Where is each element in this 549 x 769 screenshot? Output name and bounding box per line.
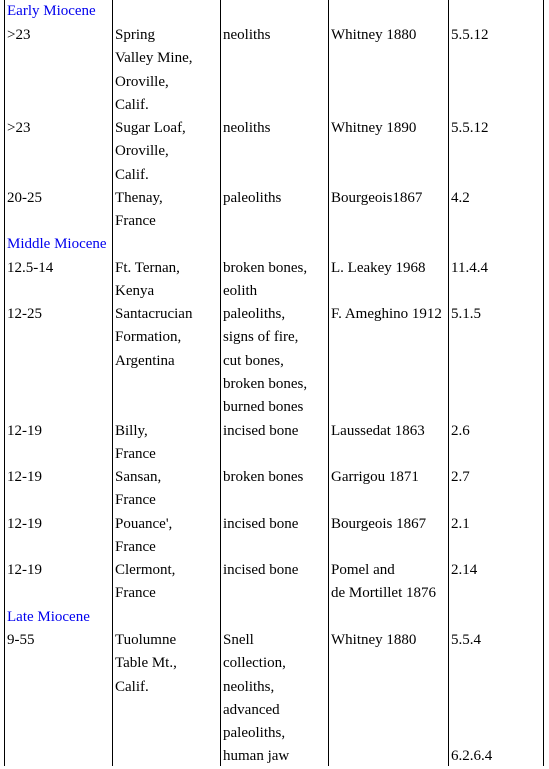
section-cell (451, 420, 470, 443)
objects-line: broken bones, (223, 375, 308, 392)
objects-line: incised bone (223, 423, 299, 439)
period-heading-late-miocene: Late Miocene (7, 609, 90, 625)
reference-cell (331, 559, 436, 606)
objects-line: human jaw (223, 748, 290, 765)
objects-line: broken bones, (223, 260, 308, 276)
section-line: 11.4.4 (451, 260, 488, 276)
section-line (451, 652, 492, 675)
objects-cell (223, 117, 271, 140)
reference-line: L. Leakey 1968 (331, 260, 426, 276)
reference-line: de Mortillet 1876 (331, 585, 436, 602)
reference-cell (331, 257, 426, 280)
reference-line: Whitney 1880 (331, 632, 417, 648)
section-line (451, 676, 492, 699)
reference-cell (331, 117, 416, 140)
section-line (451, 699, 492, 722)
site-line: Tuolumne (115, 632, 177, 648)
site-line: Kenya (115, 283, 155, 300)
objects-cell (223, 257, 307, 304)
site-cell (115, 466, 161, 513)
objects-line: Snell (223, 632, 254, 648)
site-line: Calif. (115, 678, 149, 695)
section-cell (451, 303, 481, 326)
reference-line: Bourgeois1867 (331, 190, 423, 206)
objects-line: paleoliths (223, 190, 282, 206)
reference-cell (331, 466, 419, 489)
site-line: Clermont, (115, 562, 176, 578)
site-cell (115, 303, 192, 373)
objects-cell (223, 187, 281, 210)
site-line: Argentina (115, 352, 175, 369)
section-line (451, 722, 492, 745)
objects-cell (223, 559, 298, 582)
section-line: 2.6 (451, 423, 470, 439)
section-line: 2.1 (451, 516, 470, 532)
age-cell: 20-25 (7, 190, 42, 206)
table-rule-right (543, 0, 544, 766)
age-cell: >23 (7, 120, 31, 136)
section-cell (451, 513, 470, 536)
section-cell (451, 629, 492, 769)
objects-line: broken bones (223, 469, 304, 485)
reference-cell (331, 513, 426, 536)
site-line: France (115, 492, 156, 509)
section-line: 4.2 (451, 190, 470, 206)
reference-cell (331, 24, 416, 47)
site-line: France (115, 213, 156, 230)
age-cell: 12-19 (7, 469, 42, 485)
site-cell (115, 187, 163, 234)
section-line: 2.14 (451, 562, 478, 578)
reference-line: Laussedat 1863 (331, 423, 425, 439)
objects-line: incised bone (223, 516, 299, 532)
objects-cell (223, 24, 271, 47)
section-cell (451, 187, 470, 210)
site-line: Sugar Loaf, (115, 120, 186, 136)
period-heading-early-miocene: Early Miocene (7, 3, 96, 19)
site-line: Calif. (115, 96, 149, 113)
objects-line: neoliths, (223, 678, 275, 695)
objects-line: incised bone (223, 562, 299, 578)
table-rule-reference (328, 0, 329, 766)
period-heading-middle-miocene: Middle Miocene (7, 236, 107, 252)
section-cell (451, 257, 488, 280)
site-line: Oroville, (115, 73, 169, 90)
objects-line: advanced (223, 701, 280, 718)
section-line: 6.2.6.4 (451, 748, 493, 765)
site-line: France (115, 446, 156, 463)
site-line: Formation, (115, 329, 182, 346)
section-line: 5.5.4 (451, 632, 481, 648)
site-line: France (115, 585, 156, 602)
objects-cell (223, 466, 303, 489)
site-line: Santacrucian (115, 306, 193, 322)
table-rule-section (448, 0, 449, 766)
objects-line: eolith (223, 283, 258, 300)
objects-line: collection, (223, 655, 286, 672)
reference-line: Whitney 1880 (331, 27, 417, 43)
age-cell: 12-25 (7, 306, 42, 322)
objects-line: neoliths (223, 120, 271, 136)
site-cell (115, 420, 156, 467)
objects-cell (223, 629, 289, 769)
reference-line: Garrigou 1871 (331, 469, 419, 485)
section-cell (451, 24, 489, 47)
reference-cell (331, 303, 442, 326)
reference-line: Bourgeois 1867 (331, 516, 427, 532)
age-cell: 12-19 (7, 423, 42, 439)
site-line: Billy, (115, 423, 148, 439)
reference-line: F. Ameghino 1912 (331, 306, 442, 322)
site-line: Valley Mine, (115, 50, 193, 67)
reference-line: Whitney 1890 (331, 120, 417, 136)
age-cell: 9-55 (7, 632, 35, 648)
objects-cell (223, 303, 307, 419)
site-line: France (115, 539, 156, 556)
reference-cell (331, 187, 422, 210)
site-line: Sansan, (115, 469, 162, 485)
site-line: Spring (115, 27, 156, 43)
section-cell (451, 559, 477, 582)
site-cell (115, 24, 192, 117)
table-rule-objects (220, 0, 221, 766)
reference-cell (331, 420, 425, 443)
site-line: Calif. (115, 166, 149, 183)
site-cell (115, 629, 177, 699)
site-line: Oroville, (115, 143, 169, 160)
site-cell (115, 513, 172, 560)
section-line: 5.5.12 (451, 120, 489, 136)
age-cell: >23 (7, 27, 31, 43)
site-line: Table Mt., (115, 655, 177, 672)
section-line: 5.5.12 (451, 27, 489, 43)
age-cell: 12-19 (7, 562, 42, 578)
age-cell: 12-19 (7, 516, 42, 532)
site-line: Ft. Ternan, (115, 260, 180, 276)
reference-line: Pomel and (331, 562, 395, 578)
section-line: 5.1.5 (451, 306, 481, 322)
table-rule-left (4, 0, 5, 766)
site-line: Thenay, (115, 190, 163, 206)
site-cell (115, 257, 180, 304)
objects-cell (223, 513, 298, 536)
section-cell (451, 117, 489, 140)
section-cell (451, 466, 470, 489)
objects-line: signs of fire, (223, 329, 299, 346)
objects-line: paleoliths, (223, 725, 286, 742)
section-line: 2.7 (451, 469, 470, 485)
objects-cell (223, 420, 298, 443)
objects-line: paleoliths, (223, 306, 286, 322)
objects-line: cut bones, (223, 352, 284, 369)
site-line: Pouance', (115, 516, 173, 532)
objects-line: neoliths (223, 27, 271, 43)
table-rule-site (112, 0, 113, 766)
objects-line: burned bones (223, 399, 304, 416)
site-cell (115, 559, 175, 606)
site-cell (115, 117, 186, 187)
reference-cell (331, 629, 416, 652)
age-cell: 12.5-14 (7, 260, 54, 276)
